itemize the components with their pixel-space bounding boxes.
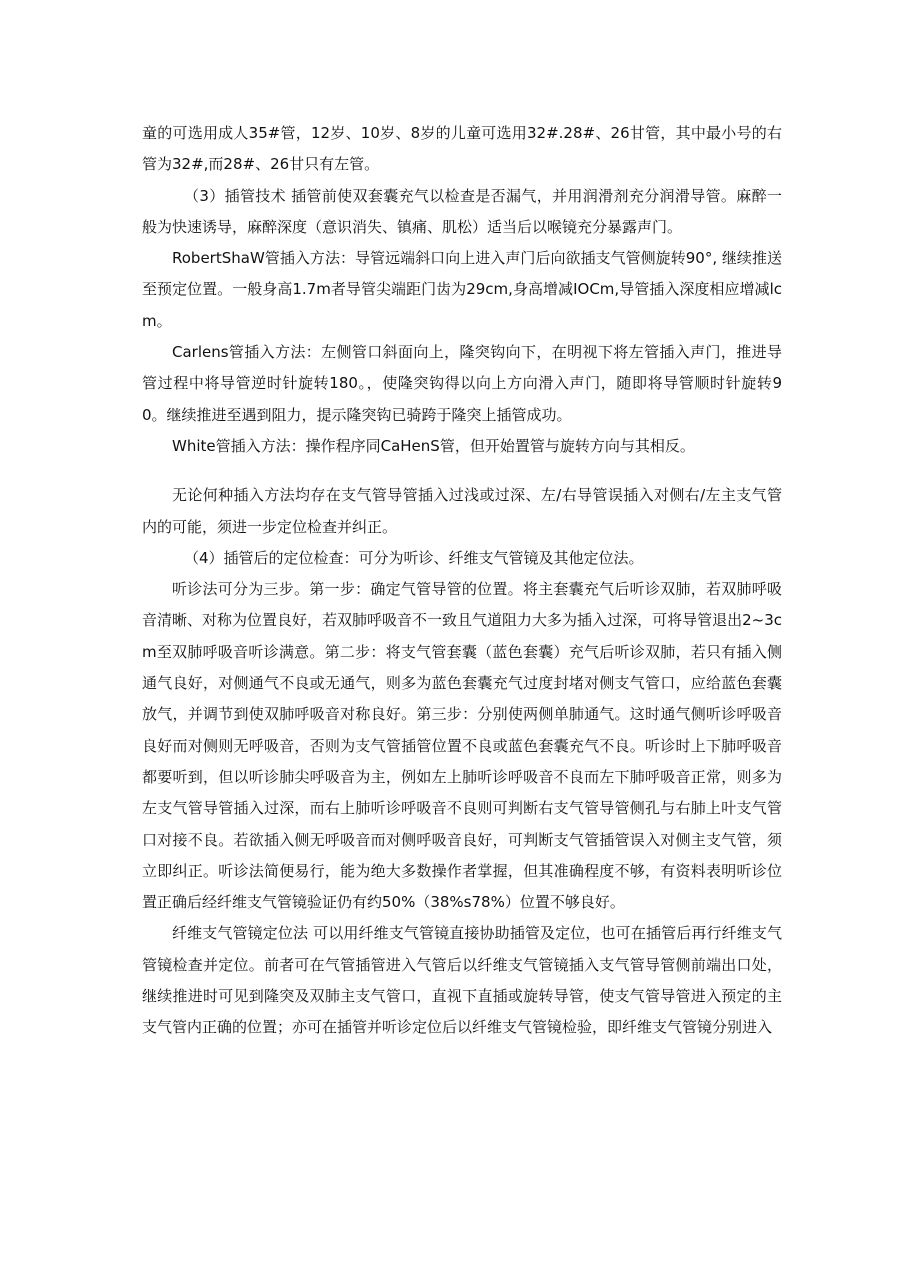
paragraph-robertshaw-method: RobertShaW管插入方法：导管远端斜口向上进入声门后向欲插支气管侧旋转90°, 继续推送至预定位置。一般身高1.7m者导管尖端距门齿为29cm,身高增减IOCm,导管插入深度相应增减lcm。: [142, 249, 782, 330]
paragraph-carlens-method: Carlens管插入方法：左侧管口斜面向上，隆突钩向下，在明视下将左管插入声门，推进导管过程中将导管逆时针旋转180。，使隆突钩得以向上方向滑入声门，随即将导管顺时针旋转90。继续推进至遇到阻力，提示隆突钩已骑跨于隆突上插管成功。: [142, 343, 782, 424]
paragraph-position-check: （4）插管后的定位检查：可分为听诊、纤维支气管镜及其他定位法。: [184, 548, 644, 567]
paragraph-auscultation-method: 听诊法可分为三步。第一步：确定气管导管的位置。将主套囊充气后听诊双肺，若双肺呼吸音清晰、对称为位置良好，若双肺呼吸音不一致且气道阻力大多为插入过深，可将导管退出2~3cm至双肺呼吸音听诊满意。第二步：将支气管套囊（蓝色套囊）充气后听诊双肺，若只有插入侧通气良好，对侧通气不良或无通气，则多为蓝色套囊充气过度封堵对侧支气管口，应给蓝色套囊放气，并调节到使双肺呼吸音对称良好。第三步：分别使两侧单肺通气。这时通气侧听诊呼吸音良好而对侧则无呼吸音，否则为支气管插管位置不良或蓝色套囊充气不良。听诊时上下肺呼吸音都要听到，但以听诊肺尖呼吸音为主，例如左上肺听诊呼吸音不良而左下肺呼吸音正常，则多为左支气管导管插入过深，而右上肺听诊呼吸音不良则可判断右支气管导管侧孔与右肺上叶支气管口对接不良。若欲插入侧无呼吸音而对侧呼吸音良好，可判断支气管插管误入对侧主支气管，须立即纠正。听诊法简便易行，能为绝大多数操作者掌握，但其准确程度不够，有资料表明听诊位置正确后经纤维支气管镜验证仍有约50%（38%s78%）位置不够良好。: [142, 580, 782, 912]
paragraph-spacer: [142, 462, 782, 480]
paragraph-intubation-technique: （3）插管技术 插管前使双套囊充气以检查是否漏气，并用润滑剂充分润滑导管。麻醉一般为快速诱导，麻醉深度（意识消失、镇痛、肌松）适当后以喉镜充分暴露声门。: [142, 186, 782, 236]
paragraph-tube-sizes: 童的可选用成人35#管，12岁、10岁、8岁的儿童可选用32#.28#、26甘管，其中最小号的右管为32#,而28#、26甘只有左管。: [142, 124, 782, 174]
document-page: [142, 118, 782, 1044]
paragraph-bronchoscope-method: 纤维支气管镜定位法 可以用纤维支气管镜直接协助插管及定位，也可在插管后再行纤维支气管镜检查并定位。前者可在气管插管进入气管后以纤维支气管镜插入支气管导管侧前端出口处，继续推进时可见到隆突及双肺主支气管口，直视下直插或旋转导管，使支气管导管进入预定的主支气管内正确的位置；亦可在插管并听诊定位后以纤维支气管镜检验，即纤维支气管镜分别进入: [142, 924, 782, 1037]
paragraph-insertion-risk: 无论何种插入方法均存在支气管导管插入过浅或过深、左/右导管误插入对侧右/左主支气管内的可能，须进一步定位检查并纠正。: [142, 486, 782, 536]
paragraph-white-method: White管插入方法：操作程序同CaHenS管，但开始置管与旋转方向与其相反。: [172, 436, 695, 455]
